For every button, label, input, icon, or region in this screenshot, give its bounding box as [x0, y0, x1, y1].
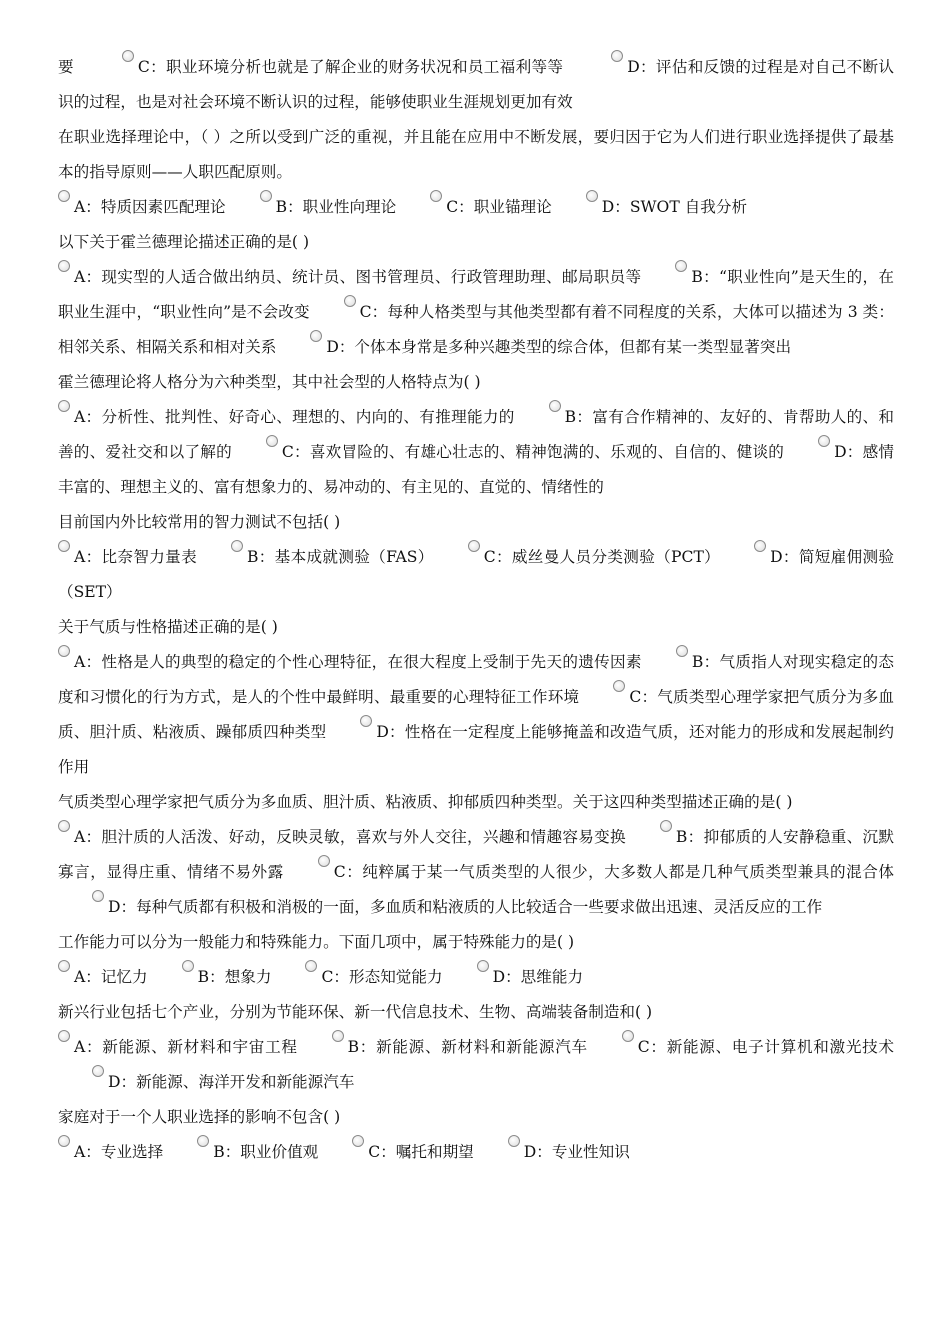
option-label: A：胆汁质的人活泼、好动，反映灵敏，喜欢与外人交往，兴趣和情趣容易变换 [74, 828, 626, 846]
option-label: A：新能源、新材料和宇宙工程 [74, 1038, 298, 1056]
radio-button-icon[interactable] [675, 260, 687, 272]
radio-button-icon[interactable] [231, 540, 243, 552]
radio-button-icon[interactable] [310, 330, 322, 342]
option-label: D：每种气质都有积极和消极的一面，多血质和粘液质的人比较适合一些要求做出迅速、灵活反应的工作 [108, 898, 823, 916]
radio-button-icon[interactable] [58, 540, 70, 552]
option-label: C：每种人格类型与其他类型都有着不同程度的关系，大体可以描述为 3 类：相邻关系、相隔关系和相对关系 [58, 303, 894, 356]
question-options [58, 190, 894, 225]
lead-option-c: C：职业环境分析也就是了解企业的财务状况和员工福利等等 [137, 58, 564, 76]
option-label: B：抑郁质的人安静稳重、沉默寡言，显得庄重、情绪不易外露 [58, 828, 894, 881]
radio-button-icon[interactable] [611, 50, 623, 62]
radio-button-icon[interactable] [660, 820, 672, 832]
option-label: C：威丝曼人员分类测验（PCT） [483, 548, 721, 566]
radio-button-icon[interactable] [332, 1030, 344, 1042]
radio-button-icon[interactable] [58, 1135, 70, 1147]
option-label: B：新能源、新材料和新能源汽车 [347, 1038, 588, 1056]
question-text: 家庭对于一个人职业选择的影响不包含( ) [58, 1108, 341, 1126]
option-label: B：职业性向理论 [275, 198, 397, 216]
question-options [58, 260, 894, 365]
question-text: 新兴行业包括七个产业，分别为节能环保、新一代信息技术、生物、高端装备制造和( ) [58, 1003, 653, 1021]
radio-button-icon[interactable] [318, 855, 330, 867]
radio-button-icon[interactable] [58, 400, 70, 412]
option-label: A：现实型的人适合做出纳员、统计员、图书管理员、行政管理助理、邮局职员等 [74, 268, 642, 286]
option-label: D：新能源、海洋开发和新能源汽车 [108, 1073, 355, 1091]
radio-button-icon[interactable] [92, 1065, 104, 1077]
radio-button-icon[interactable] [613, 680, 625, 692]
option-label: D：性格在一定程度上能够掩盖和改造气质，还对能力的形成和发展起制约作用 [58, 723, 894, 776]
radio-button-icon[interactable] [58, 645, 70, 657]
radio-button-icon[interactable] [352, 1135, 364, 1147]
option-label: B：想象力 [197, 968, 272, 986]
option-label: C：喜欢冒险的、有雄心壮志的、精神饱满的、乐观的、自信的、健谈的 [281, 443, 785, 461]
option-label: D：专业性知识 [523, 1143, 630, 1161]
option-label: D：感情丰富的、理想主义的、富有想象力的、易冲动的、有主见的、直觉的、情绪性的 [58, 443, 894, 496]
question-text: 在职业选择理论中，（ ）之所以受到广泛的重视，并且能在应用中不断发展，要归因于它为人们进行职业选择提供了最基本的指导原则——人职匹配原则。 [58, 128, 894, 181]
question-text: 气质类型心理学家把气质分为多血质、胆汁质、粘液质、抑郁质四种类型。关于这四种类型描述正确的是( ) [58, 793, 793, 811]
question-text: 霍兰德理论将人格分为六种类型，其中社会型的人格特点为( ) [58, 373, 481, 391]
option-label: A：特质因素匹配理论 [74, 198, 226, 216]
radio-button-icon[interactable] [305, 960, 317, 972]
question-text: 以下关于霍兰德理论描述正确的是( ) [58, 233, 310, 251]
radio-button-icon[interactable] [58, 1030, 70, 1042]
option-label: D：思维能力 [492, 968, 584, 986]
option-label: C：纯粹属于某一气质类型的人很少，大多数人都是几种气质类型兼具的混合体 [333, 863, 894, 881]
question-options [58, 1030, 894, 1100]
radio-button-icon[interactable] [92, 890, 104, 902]
lead-options [58, 50, 894, 120]
option-label: D：SWOT 自我分析 [601, 198, 748, 216]
radio-button-icon[interactable] [58, 960, 70, 972]
radio-button-icon[interactable] [266, 435, 278, 447]
lead-option-d: D：评估和反馈的过程是对自己不断认识的过程，也是对社会环境不断认识的过程，能够使职业生涯规划更加有效 [58, 58, 894, 111]
radio-button-icon[interactable] [676, 645, 688, 657]
radio-button-icon[interactable] [430, 190, 442, 202]
option-label: D：简短雇佣测验（SET） [58, 548, 894, 601]
question-list [58, 120, 894, 1170]
radio-button-icon[interactable] [58, 190, 70, 202]
radio-button-icon[interactable] [477, 960, 489, 972]
radio-button-icon[interactable] [197, 1135, 209, 1147]
radio-button-icon[interactable] [508, 1135, 520, 1147]
option-label: B：富有合作精神的、友好的、肯帮助人的、和善的、爱社交和以了解的 [58, 408, 894, 461]
question-options [58, 400, 894, 505]
option-label: B：职业价值观 [213, 1143, 319, 1161]
option-label: C：职业锚理论 [446, 198, 552, 216]
question-options [58, 1135, 894, 1170]
option-label: A：记忆力 [74, 968, 148, 986]
radio-button-icon[interactable] [260, 190, 272, 202]
option-label: A：专业选择 [74, 1143, 164, 1161]
radio-button-icon[interactable] [182, 960, 194, 972]
radio-button-icon[interactable] [549, 400, 561, 412]
question-text: 工作能力可以分为一般能力和特殊能力。下面几项中，属于特殊能力的是( ) [58, 933, 575, 951]
radio-button-icon[interactable] [818, 435, 830, 447]
option-label: B：气质指人对现实稳定的态度和习惯化的行为方式，是人的个性中最鲜明、最重要的心理特征工作环境 [58, 653, 894, 706]
question-text: 关于气质与性格描述正确的是( ) [58, 618, 278, 636]
question-options [58, 960, 894, 995]
question-options [58, 645, 894, 785]
option-label: A：分析性、批判性、好奇心、理想的、内向的、有推理能力的 [74, 408, 515, 426]
radio-button-icon[interactable] [468, 540, 480, 552]
radio-button-icon[interactable] [360, 715, 372, 727]
option-label: B：基本成就测验（FAS） [246, 548, 434, 566]
option-label: C：形态知觉能力 [321, 968, 443, 986]
radio-button-icon[interactable] [622, 1030, 634, 1042]
radio-button-icon[interactable] [344, 295, 356, 307]
option-label: C：新能源、电子计算机和激光技术 [637, 1038, 894, 1056]
radio-button-icon[interactable] [586, 190, 598, 202]
option-label: B：“职业性向”是天生的，在职业生涯中，“职业性向”是不会改变 [58, 268, 894, 321]
option-label: C：气质类型心理学家把气质分为多血质、胆汁质、粘液质、躁郁质四种类型 [58, 688, 894, 741]
option-label: D：个体本身常是多种兴趣类型的综合体，但都有某一类型显著突出 [326, 338, 792, 356]
question-options [58, 820, 894, 925]
lead-text: 要 [58, 58, 74, 76]
option-label: A：比奈智力量表 [74, 548, 197, 566]
radio-button-icon[interactable] [58, 820, 70, 832]
radio-button-icon[interactable] [122, 50, 134, 62]
document-body [58, 50, 894, 1170]
radio-button-icon[interactable] [58, 260, 70, 272]
option-label: A：性格是人的典型的稳定的个性心理特征，在很大程度上受制于先天的遗传因素 [74, 653, 642, 671]
question-options [58, 540, 894, 610]
option-label: C：嘱托和期望 [368, 1143, 474, 1161]
radio-button-icon[interactable] [754, 540, 766, 552]
question-text: 目前国内外比较常用的智力测试不包括( ) [58, 513, 341, 531]
